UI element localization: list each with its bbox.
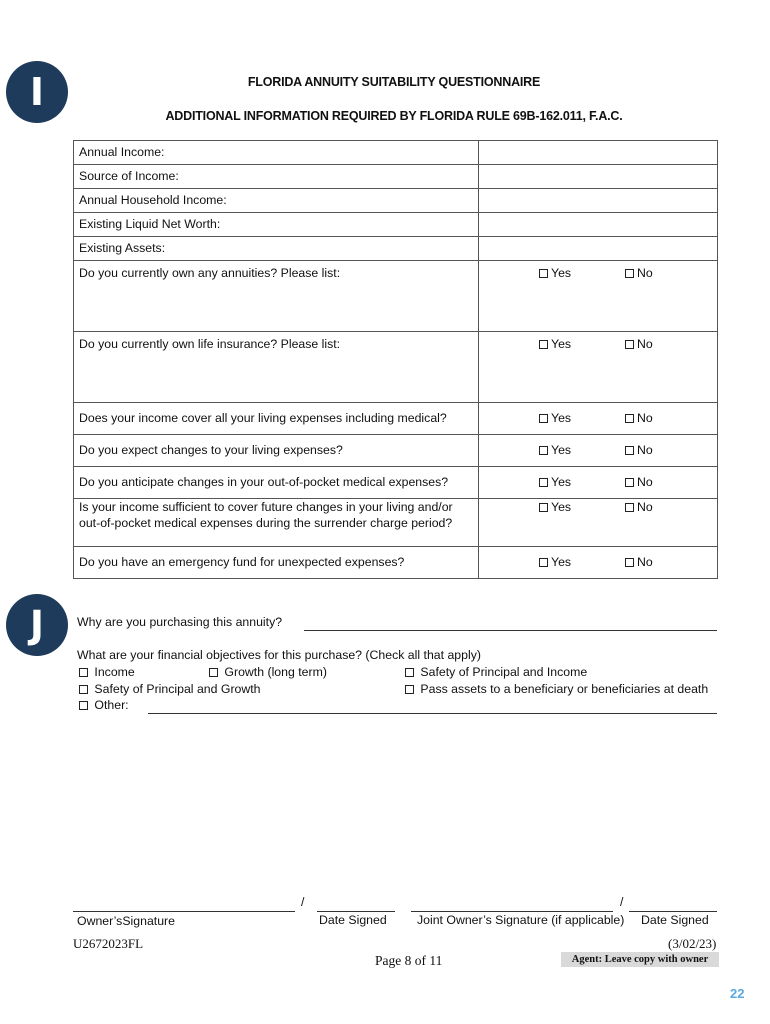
objectives-label: What are your financial objectives for this purchase? (Check all that apply) <box>77 648 481 662</box>
question-label: Do you anticipate changes in your out-of-pocket medical expenses? <box>74 467 479 499</box>
checkbox-icon[interactable] <box>625 269 634 278</box>
objective-label: Pass assets to a beneficiary or beneficiaries at death <box>420 682 709 696</box>
field-label: Annual Income: <box>74 141 479 165</box>
page-title: FLORIDA ANNUITY SUITABILITY QUESTIONNAIRE <box>247 75 541 89</box>
page-number: 22 <box>730 986 745 1001</box>
checkbox-icon[interactable] <box>79 701 88 710</box>
objective-label: Safety of Principal and Income <box>420 665 588 679</box>
table-row <box>74 165 718 189</box>
question-label: Is your income sufficient to cover future changes in your living and/or out-of-pocket medical expenses during the surrender charge period? <box>74 499 479 547</box>
objective-label: Income <box>94 665 135 679</box>
form-code: U2672023FL <box>73 936 144 951</box>
questionnaire-table <box>73 140 718 579</box>
yes-option[interactable] <box>479 467 610 499</box>
checkbox-icon[interactable] <box>539 558 548 567</box>
why-purchase-line[interactable] <box>304 630 717 631</box>
table-row <box>74 467 718 499</box>
question-label: Do you currently own any annuities? Please list: <box>74 261 479 332</box>
checkbox-icon[interactable] <box>539 446 548 455</box>
objective-label: Safety of Principal and Growth <box>94 682 261 696</box>
table-row <box>74 213 718 237</box>
no-label: No <box>637 411 653 425</box>
existing-assets-field[interactable] <box>479 237 718 261</box>
no-label: No <box>637 266 653 280</box>
table-row <box>74 261 718 332</box>
no-option[interactable] <box>609 467 718 499</box>
joint-date-signed-label: Date Signed <box>641 913 709 927</box>
objective-safety-income[interactable] <box>405 665 587 679</box>
question-label: Do you have an emergency fund for unexpected expenses? <box>74 547 479 579</box>
separator-slash: / <box>301 895 305 909</box>
checkbox-icon[interactable] <box>625 478 634 487</box>
checkbox-icon[interactable] <box>539 414 548 423</box>
yes-label: Yes <box>551 411 572 425</box>
section-j-badge: J <box>6 594 68 656</box>
separator-slash: / <box>620 895 624 909</box>
no-label: No <box>637 500 653 514</box>
field-label: Annual Household Income: <box>74 189 479 213</box>
yes-label: Yes <box>551 475 572 489</box>
table-row <box>74 237 718 261</box>
joint-owner-signature-label: Joint Owner’s Signature (if applicable) <box>417 913 625 927</box>
yes-label: Yes <box>551 337 572 351</box>
checkbox-icon[interactable] <box>79 685 88 694</box>
why-purchase-label: Why are you purchasing this annuity? <box>77 615 283 629</box>
table-row <box>74 435 718 467</box>
field-label: Existing Assets: <box>74 237 479 261</box>
question-label: Do you expect changes to your living expenses? <box>74 435 479 467</box>
no-label: No <box>637 555 653 569</box>
question-label: Do you currently own life insurance? Please list: <box>74 332 479 403</box>
joint-owner-signature-line[interactable] <box>411 911 613 912</box>
household-income-field[interactable] <box>479 189 718 213</box>
checkbox-icon[interactable] <box>209 668 218 677</box>
form-version: (3/02/23) <box>668 936 717 951</box>
owner-signature-line[interactable] <box>73 911 295 912</box>
yes-option[interactable] <box>479 499 610 547</box>
checkbox-icon[interactable] <box>539 503 548 512</box>
no-option[interactable] <box>609 499 718 547</box>
date-signed-label: Date Signed <box>319 913 387 927</box>
no-label: No <box>637 475 653 489</box>
date-signed-line[interactable] <box>317 911 395 912</box>
liquid-net-worth-field[interactable] <box>479 213 718 237</box>
no-option[interactable] <box>609 403 718 435</box>
yes-option[interactable] <box>479 547 610 579</box>
objective-growth[interactable] <box>209 665 327 679</box>
checkbox-icon[interactable] <box>625 340 634 349</box>
table-row <box>74 547 718 579</box>
checkbox-icon[interactable] <box>625 446 634 455</box>
no-option[interactable] <box>609 332 718 403</box>
objective-pass-assets[interactable] <box>405 682 708 696</box>
table-row <box>74 332 718 403</box>
section-i-badge: I <box>6 61 68 123</box>
field-label: Source of Income: <box>74 165 479 189</box>
checkbox-icon[interactable] <box>405 685 414 694</box>
no-option[interactable] <box>609 261 718 332</box>
checkbox-icon[interactable] <box>539 269 548 278</box>
table-row <box>74 189 718 213</box>
objective-label: Other: <box>94 698 129 712</box>
yes-label: Yes <box>551 266 572 280</box>
yes-option[interactable] <box>479 332 610 403</box>
yes-label: Yes <box>551 555 572 569</box>
no-label: No <box>637 443 653 457</box>
field-label: Existing Liquid Net Worth: <box>74 213 479 237</box>
checkbox-icon[interactable] <box>79 668 88 677</box>
no-option[interactable] <box>609 547 718 579</box>
no-label: No <box>637 337 653 351</box>
objective-other[interactable] <box>79 698 129 712</box>
checkbox-icon[interactable] <box>625 503 634 512</box>
checkbox-icon[interactable] <box>405 668 414 677</box>
objective-income[interactable] <box>79 665 135 679</box>
question-label: Does your income cover all your living expenses including medical? <box>74 403 479 435</box>
page-subtitle: ADDITIONAL INFORMATION REQUIRED BY FLORIDA RULE 69B-162.011, F.A.C. <box>165 109 623 123</box>
table-row <box>74 141 718 165</box>
yes-label: Yes <box>551 443 572 457</box>
checkbox-icon[interactable] <box>539 478 548 487</box>
table-row <box>74 499 718 547</box>
checkbox-icon[interactable] <box>625 558 634 567</box>
objective-label: Growth (long term) <box>224 665 327 679</box>
joint-date-signed-line[interactable] <box>629 911 717 912</box>
yes-label: Yes <box>551 500 572 514</box>
table-row <box>74 403 718 435</box>
yes-option[interactable] <box>479 261 610 332</box>
objective-safety-growth[interactable] <box>79 682 261 696</box>
owner-signature-label: Owner’sSignature <box>77 914 175 928</box>
other-objective-line[interactable] <box>148 713 717 714</box>
page-indicator: Page 8 of 11 <box>375 953 443 968</box>
source-of-income-field[interactable] <box>479 165 718 189</box>
checkbox-icon[interactable] <box>539 340 548 349</box>
yes-option[interactable] <box>479 403 610 435</box>
no-option[interactable] <box>609 435 718 467</box>
yes-option[interactable] <box>479 435 610 467</box>
annual-income-field[interactable] <box>479 141 718 165</box>
agent-note: Agent: Leave copy with owner <box>561 952 719 967</box>
checkbox-icon[interactable] <box>625 414 634 423</box>
